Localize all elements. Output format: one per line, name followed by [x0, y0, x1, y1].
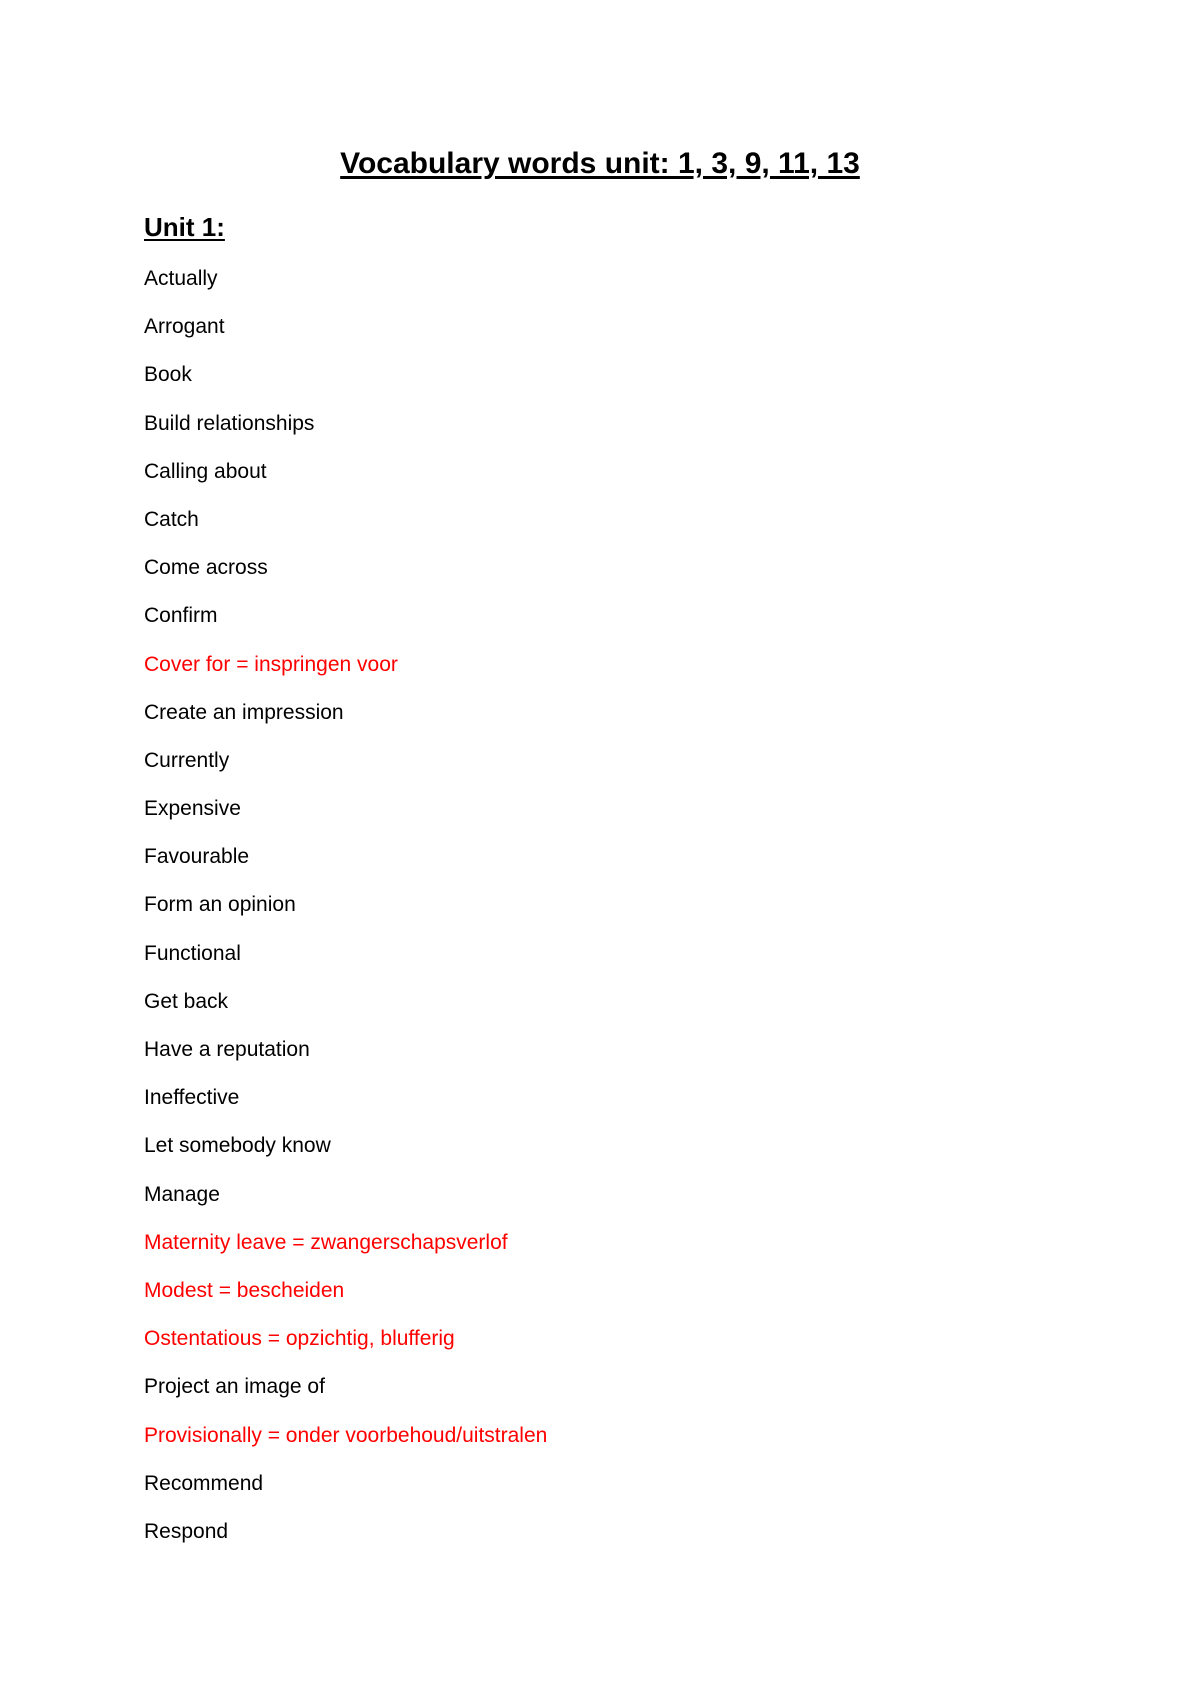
vocabulary-item: Project an image of: [144, 1375, 325, 1399]
vocabulary-item: Favourable: [144, 845, 250, 869]
vocabulary-item: Get back: [144, 989, 229, 1013]
unit-1-heading: Unit 1:: [144, 212, 225, 242]
vocabulary-item: Respond: [144, 1519, 229, 1543]
vocabulary-item: Currently: [144, 748, 230, 772]
vocabulary-item: Build relationships: [144, 411, 315, 435]
vocabulary-item: Ineffective: [144, 1086, 240, 1110]
vocabulary-item: Catch: [144, 507, 199, 531]
vocabulary-item: Recommend: [144, 1471, 264, 1495]
vocabulary-item: Functional: [144, 941, 241, 965]
vocabulary-item-translated: Modest = bescheiden: [144, 1278, 345, 1302]
vocabulary-item-translated: Maternity leave = zwangerschapsverlof: [144, 1230, 508, 1254]
vocabulary-item: Create an impression: [144, 700, 344, 724]
vocabulary-item-translated: Cover for = inspringen voor: [144, 652, 398, 676]
vocabulary-item: Have a reputation: [144, 1038, 310, 1061]
document-title: Vocabulary words unit: 1, 3, 9, 11, 13: [340, 147, 860, 180]
vocabulary-item: Form an opinion: [144, 893, 296, 917]
vocabulary-item: Come across: [144, 556, 268, 580]
vocabulary-item: Arrogant: [144, 315, 225, 339]
vocabulary-item: Confirm: [144, 604, 218, 628]
vocabulary-item: Book: [144, 363, 192, 387]
vocabulary-item-translated: Provisionally = onder voorbehoud/uitstralen: [144, 1423, 548, 1447]
vocabulary-item-translated: Ostentatious = opzichtig, blufferig: [144, 1327, 455, 1351]
vocabulary-item: Let somebody know: [144, 1134, 331, 1158]
vocabulary-item: Expensive: [144, 797, 241, 821]
vocabulary-list: [144, 265, 547, 1566]
vocabulary-item: Calling about: [144, 459, 267, 483]
vocabulary-item: Manage: [144, 1182, 220, 1206]
vocabulary-item: Actually: [144, 267, 218, 290]
